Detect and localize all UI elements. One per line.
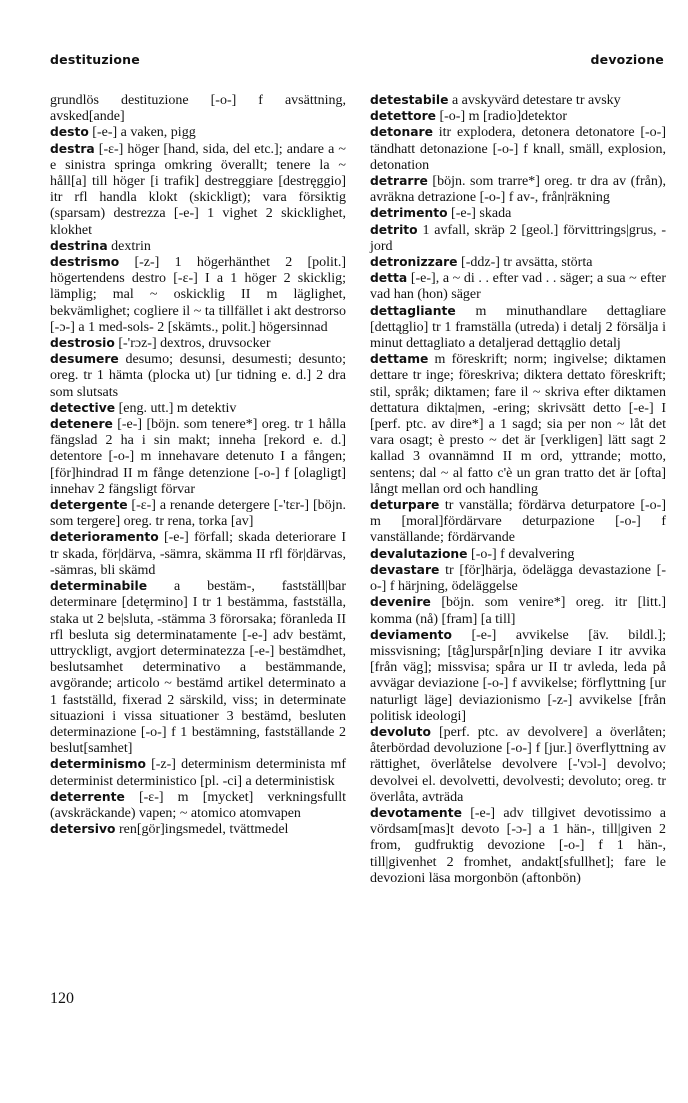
dictionary-entry xyxy=(370,92,666,108)
dictionary-entry xyxy=(370,270,666,302)
entry-definition: a bestäm-, fastställ|bar determinare [detęrmino] I tr 1 bestämma, fastställa, staka ut 2 be|sluta, -stämma 3 förorsaka; föranleda II rfl besluta sig determinatamente [-e-] adv bestämt, uttryckligt, avgjort determinatezza [-e-] bestämdhet, beslutsamhet determinativo a bestämmande, avgörande; articolo ~ bestämd artikel determinato a 1 fastställd, fixerad 2 särskild, viss; in determinate situazioni i vissa situationer 3 bestämd, besluten determinazione [-o-] f 1 bestämning, fastställande 2 beslut[samhet] xyxy=(50,579,346,757)
dictionary-entry xyxy=(370,562,666,594)
dictionary-entry xyxy=(370,546,666,562)
entry-headword: deturpare xyxy=(370,498,440,513)
entry-headword: detrito xyxy=(370,222,418,237)
dictionary-entry xyxy=(50,821,346,837)
entry-headword: detta xyxy=(370,271,408,286)
entry-headword: dettame xyxy=(370,352,429,367)
dictionary-entry xyxy=(370,594,666,626)
dictionary-entry xyxy=(370,222,666,254)
dictionary-entry xyxy=(50,351,346,400)
dictionary-entry xyxy=(370,124,666,173)
dictionary-entry xyxy=(370,805,666,886)
dictionary-entry xyxy=(50,789,346,821)
entry-headword: devastare xyxy=(370,562,440,577)
entry-definition: ren[gör]ingsmedel, tvättmedel xyxy=(115,822,289,838)
entry-headword: determinismo xyxy=(50,757,147,772)
dictionary-entry xyxy=(50,254,346,335)
dictionary-entry xyxy=(50,497,346,529)
dictionary-entry xyxy=(50,578,346,756)
entry-headword: destrina xyxy=(50,238,108,253)
dictionary-entry xyxy=(50,529,346,578)
dictionary-entry xyxy=(370,108,666,124)
dictionary-entry xyxy=(370,303,666,352)
dictionary-entry xyxy=(370,627,666,724)
entry-definition: [-e-] förfall; skada deteriorare I tr skada, för|därva, -sämra, skämma II rfl för|därvas, -sämras, bli skämd xyxy=(50,530,346,578)
entry-headword: deviamento xyxy=(370,627,452,642)
entry-headword: detersivo xyxy=(50,822,116,837)
entry-headword: desto xyxy=(50,125,89,140)
dictionary-entry xyxy=(50,141,346,238)
entry-headword: detrarre xyxy=(370,174,428,189)
dictionary-entry xyxy=(50,400,346,416)
entry-definition: [-'rɔz-] dextros, druvsocker xyxy=(114,336,271,352)
page-number: 120 xyxy=(50,990,74,1007)
entry-definition: [-z-] determinism determinista mf determinist deterministico [pl. -ci] a deterministisk xyxy=(50,757,346,789)
entry-headword: detenere xyxy=(50,417,113,432)
entry-headword: detestabile xyxy=(370,93,449,107)
entry-headword: detrimento xyxy=(370,206,448,221)
entry-definition: [-o-] m [radio]detektor xyxy=(435,109,567,125)
dictionary-entry xyxy=(370,724,666,805)
dictionary-entry xyxy=(370,351,666,497)
dictionary-entry xyxy=(370,497,666,546)
entry-definition: [-e-] avvikelse [äv. bildl.]; missvisning; [tåg]urspår[n]ing deviare I itr avvika [från väg]; missvisa; spåra ur II tr avleda, leda på avvägar deviazione [-o-] f avvikelse; förflyttning [ur naturligt läge] deviazionismo [-z-] avvikelse [från politisk ideologi] xyxy=(370,627,666,724)
entry-headword: destra xyxy=(50,141,95,156)
entry-definition: [-e-] skada xyxy=(447,206,512,222)
entry-definition: grundlös destituzione [-o-] f avsättning, avsked[ande] xyxy=(50,93,346,125)
entry-definition: [-ddz-] tr avsätta, störta xyxy=(457,255,593,271)
entry-definition: [-ɛ-] a renande detergere [-'tɛr-] [böjn. som tergere] oreg. tr rena, torka [av] xyxy=(50,498,346,530)
entry-headword: devalutazione xyxy=(370,546,468,561)
entry-headword: detronizzare xyxy=(370,255,458,270)
dictionary-entry xyxy=(50,92,346,124)
right-column xyxy=(370,92,666,886)
dictionary-entry xyxy=(50,756,346,788)
dictionary-entry xyxy=(50,335,346,351)
entry-definition: itr explodera, detonera detonatore [-o-] tändhatt detonazione [-o-] f knall, smäll, explosion, detonation xyxy=(370,125,666,173)
entry-definition: dextrin xyxy=(107,238,151,254)
entry-headword: deterrente xyxy=(50,789,125,804)
entry-headword: devotamente xyxy=(370,805,462,820)
entry-definition: m minuthandlare dettagliare [dettąglio] tr 1 framställa (utreda) i detalj 2 försälja i minut dettagliato a detaljerad dettąglio detalj xyxy=(370,303,666,352)
entry-definition: tr [för]härja, ödelägga devastazione [-o-] f härjning, ödeläggelse xyxy=(370,562,666,595)
entry-definition: [-o-] f devalvering xyxy=(467,546,575,562)
entry-definition: [böjn. som venire*] oreg. itr [litt.] komma (nå) [fram] [a till] xyxy=(370,595,666,627)
entry-headword: destrismo xyxy=(50,255,120,270)
dictionary-entry xyxy=(370,205,666,221)
entry-headword: detonare xyxy=(370,125,433,140)
dictionary-entry xyxy=(50,124,346,140)
dictionary-entry xyxy=(370,173,666,205)
entry-headword: destrosio xyxy=(50,336,115,351)
entry-headword: devenire xyxy=(370,595,431,610)
dictionary-entry xyxy=(50,238,346,254)
entry-headword: detective xyxy=(50,400,116,415)
entry-headword: detergente xyxy=(50,498,128,513)
entry-definition: tr vanställa; fördärva deturpatore [-o-] m [moral]fördärvare deturpazione [-o-] f vanställande; fördärvande xyxy=(370,498,666,546)
entry-definition: desumo; desunsi, desumesti; desunto; oreg. tr 1 hämta (plocka ut) [ur tidning e. d.] 2 dra som slutsats xyxy=(50,352,346,400)
running-head-left: destituzione xyxy=(50,52,140,67)
entry-definition: [-ɛ-] höger [hand, sida, del etc.]; andare a ~ e sinistra springa omkring överallt; tenere la ~ håll[a] till höger [i trafik] destreggiare [destręggio] itr rfl handla klokt (skickligt); vara försiktig (sparsam) destrezza [-e-] 1 vighet 2 skicklighet, klokhet xyxy=(50,141,346,238)
entry-headword: deterioramento xyxy=(50,530,159,545)
entry-definition: 1 avfall, skräp 2 [geol.] förvittrings|grus, -jord xyxy=(370,222,666,254)
entry-definition: [-e-] adv tillgivet devotissimo a vördsam[mas]t devoto [-ɔ-] a 1 hän-, till|given 2 from, gudfruktig devozione [-o-] f 1 hän-, till|givenhet 2 fromhet, andakt[sfullhet]; fare le devozioni läsa morgonbön (aftonbön) xyxy=(370,805,666,886)
entry-definition: [-e-] [böjn. som tenere*] oreg. tr 1 hålla fängslad 2 ha i sin makt; inneha [rekord e. d.] detentore [-o-] m innehavare detenuto I a fången; [för]hindrad II m fånge detenzione [-o-] f [olagligt] innehav 2 fängsligt förvar xyxy=(50,417,346,497)
entry-headword: detettore xyxy=(370,109,436,124)
entry-definition: [-z-] 1 högerhänthet 2 [polit.] högertendens destro [-ɛ-] I a 1 höger 2 skicklig; lämplig; mal ~ oskicklig II m läglighet, bekvämlighet; cogliere il ~ ta tillfället i akt destrorso [-ɔ-] a 1 med-sols- 2 [skämts., polit.] högersinnad xyxy=(50,255,346,335)
entry-headword: dettagliante xyxy=(370,303,456,318)
entry-headword: determinabile xyxy=(50,579,148,594)
entry-definition: [böjn. som trarre*] oreg. tr dra av (från), avräkna detrazione [-o-] f av-, från|räkning xyxy=(370,174,666,206)
entry-headword: devoluto xyxy=(370,724,431,739)
entry-definition: a avskyvärd detestare tr avsky xyxy=(448,93,621,108)
entry-definition: m föreskrift; norm; ingivelse; diktamen dettare tr inge; föreskriva; diktera dettato föreskrift; stil, språk; diktamen; fare il ~ skriva efter diktamen dettatura dikta|men, -ering; skrivsätt detto [-e-] I [perf. ptc. av dire*] a 1 sagd; sia per non ~ låt det vara osagt; è presto ~ det är [verkligen] lätt sagt 2 kallad 3 ovannämnd II m ord, yttrande; motto, sentens; dal ~ al fatto c'è un gran tratto det är [ofta] långt mellan ord och handling xyxy=(370,352,666,497)
dictionary-entry xyxy=(370,254,666,270)
entry-definition: [perf. ptc. av devolvere] a överlåten; återbördad devoluzione [-o-] f [jur.] överflyttning av rättighet, överlåtelse devolvere [-'vɔl-] devolvo; devolvei el. devolvetti, devolvesti; devoluto; oreg. tr överlåta, avträda xyxy=(370,724,666,805)
running-head-right: devozione xyxy=(590,52,664,67)
dictionary-entry xyxy=(50,416,346,497)
entry-definition: [-e-] a vaken, pigg xyxy=(88,125,196,141)
entry-definition: [-e-], a ~ di . . efter vad . . säger; a sua ~ efter vad han (hon) säger xyxy=(370,271,666,303)
entry-definition: [eng. utt.] m detektiv xyxy=(115,400,237,416)
left-column xyxy=(50,92,346,837)
entry-headword: desumere xyxy=(50,352,119,367)
entry-definition: [-ɛ-] m [mycket] verkningsfullt (avskräckande) vapen; ~ atomico atomvapen xyxy=(50,789,346,821)
